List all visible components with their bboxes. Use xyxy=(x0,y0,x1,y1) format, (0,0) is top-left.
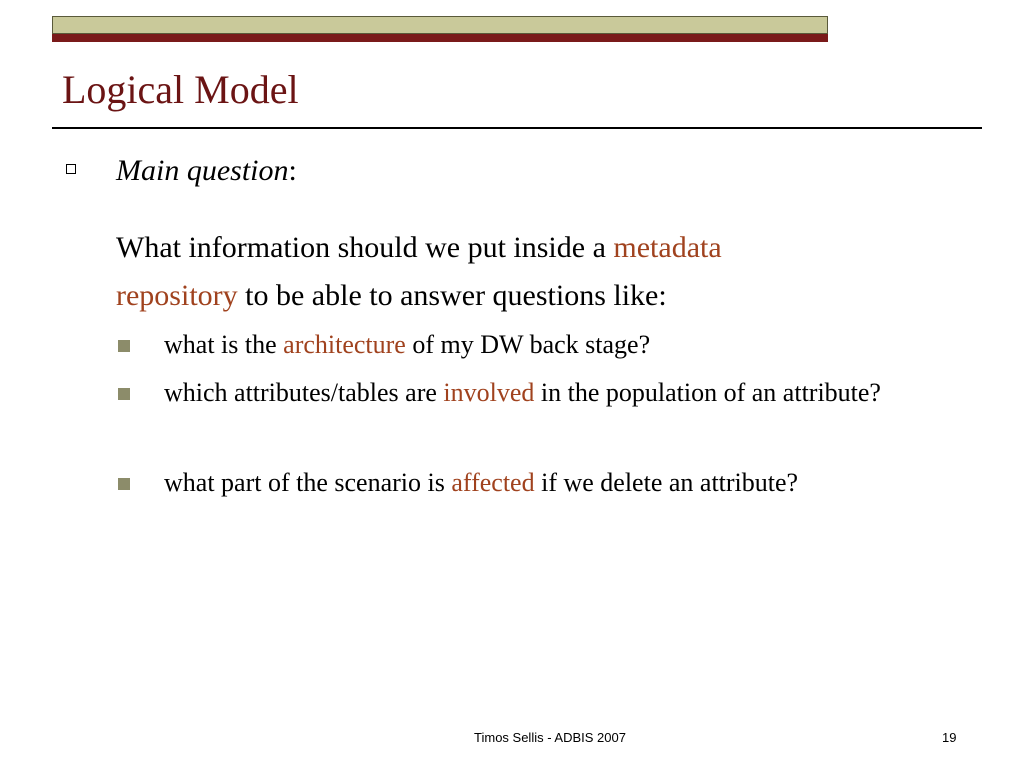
list-item-text xyxy=(164,372,944,414)
list-item-text xyxy=(164,462,944,504)
list-item-text-post: of my DW back stage? xyxy=(405,330,651,359)
list-item-text-post: if we delete an attribute? xyxy=(534,468,799,497)
paragraph-text-1: What information should we put inside a xyxy=(116,231,614,264)
list-item-text xyxy=(164,324,944,366)
paragraph-highlight-repository: repository xyxy=(116,279,238,312)
page-number: 19 xyxy=(942,730,957,745)
hollow-square-bullet-icon xyxy=(66,164,76,174)
title-divider xyxy=(52,127,982,129)
main-question-label: Main question xyxy=(116,154,289,187)
list-item-highlight: affected xyxy=(451,468,535,497)
question-paragraph xyxy=(116,224,876,320)
square-bullet-icon xyxy=(118,478,130,490)
list-item-text-post: in the population of an attribute? xyxy=(534,378,881,407)
list-item-text-pre: what is the xyxy=(164,330,284,359)
header-decoration-bar xyxy=(52,16,828,42)
paragraph-highlight-metadata: metadata xyxy=(613,231,722,264)
square-bullet-icon xyxy=(118,340,130,352)
paragraph-text-2: to be able to answer questions like: xyxy=(237,279,667,312)
list-item-highlight: architecture xyxy=(283,330,406,359)
slide-title: Logical Model xyxy=(62,67,299,112)
list-item-text-pre: which attributes/tables are xyxy=(164,378,444,407)
main-question-colon: : xyxy=(288,154,297,187)
main-question xyxy=(116,150,297,192)
footer-text: Timos Sellis - ADBIS 2007 xyxy=(474,730,626,745)
list-item-highlight: involved xyxy=(443,378,535,407)
header-bar-maroon xyxy=(52,34,828,42)
square-bullet-icon xyxy=(118,388,130,400)
list-item-text-pre: what part of the scenario is xyxy=(164,468,452,497)
header-bar-olive xyxy=(52,16,828,34)
